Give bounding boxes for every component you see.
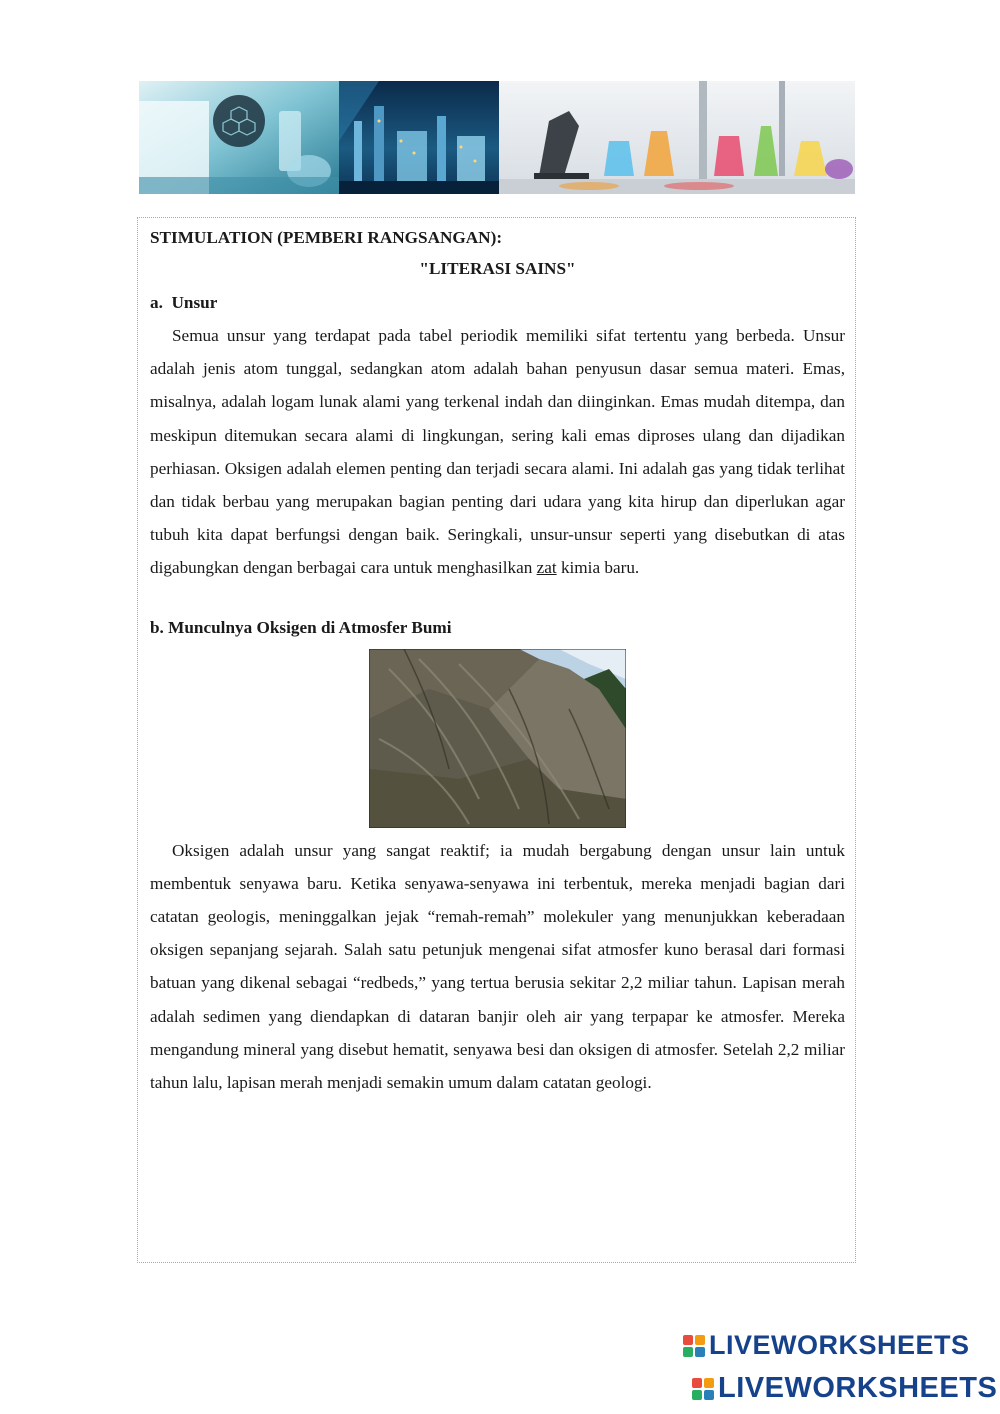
section-a-text: Semua unsur yang terdapat pada tabel periodik memiliki sifat tertentu yang berbeda. Unsur adalah jenis atom tunggal, sedangkan atom adalah bahan penyusun dasar semua materi. Emas, misalnya, adalah logam lunak alami yang terkenal indah dan diinginkan. Emas mudah ditempa, dan meskipun ditemukan secara alami di lingkungan, sering kali emas diproses ulang dan dijadikan perhiasan. Oksigen adalah elemen penting dan terjadi secara alami. Ini adalah gas yang tidak terlihat dan tidak berbau yang merupakan bagian penting dari udara yang kita hirup dan diperlukan agar tubuh kita dapat berfungsi dengan baik. Seringkali, unsur-unsur seperti yang disebutkan di atas digabungkan dengan berbagai cara untuk menghasilkan — [150, 326, 845, 578]
logo-letter-l — [692, 1378, 702, 1388]
section-a-text-end: kimia baru. — [560, 558, 640, 578]
logo-letter-i — [695, 1335, 705, 1345]
underlined-word-zat: zat — [536, 558, 557, 578]
banner-panel-glassware — [499, 81, 855, 194]
liveworksheets-logo-icon — [683, 1335, 705, 1357]
logo-letter-i — [704, 1378, 714, 1388]
section-b-heading: b. Munculnya Oksigen di Atmosfer Bumi — [150, 617, 452, 637]
liveworksheets-watermark-secondary — [692, 1372, 997, 1405]
worksheet-content — [150, 226, 845, 1099]
logo-letter-e — [695, 1347, 705, 1357]
section-a-heading: a. Unsur — [150, 293, 218, 312]
section-b-paragraph: Oksigen adalah unsur yang sangat reaktif; ia mudah bergabung dengan unsur lain untuk membentuk senyawa baru. Ketika senyawa-senyawa ini terbentuk, mereka menjadi bagian dari catatan geologis, meninggalkan jejak “remah-remah” molekuler yang menunjukkan keberadaan oksigen sepanjang sejarah. Salah satu petunjuk mengenai sifat atmosfer kuno berasal dari formasi batuan yang dikenal sebagai “redbeds,” yang tertua berusia sekitar 2,2 miliar tahun. Lapisan merah adalah sedimen yang diendapkan di dataran banjir oleh air yang terpapar ke atmosfer. Mereka mengandung mineral yang disebut hematit, senyawa besi dan oksigen di atmosfer. Setelah 2,2 miliar tahun lalu, lapisan merah menjadi semakin umum dalam catatan geologi. — [150, 840, 845, 1093]
logo-letter-e — [704, 1390, 714, 1400]
watermark-text: LIVEWORKSHEETS — [709, 1330, 970, 1360]
section-a-paragraph — [150, 319, 845, 585]
watermark-text: LIVEWORKSHEETS — [718, 1372, 998, 1404]
rock-formation-image — [369, 649, 626, 828]
logo-letter-l — [683, 1335, 693, 1345]
banner-image — [139, 81, 855, 194]
header-banner — [139, 81, 855, 194]
banner-panel-plant — [339, 81, 499, 194]
logo-letter-v — [683, 1347, 693, 1357]
rock-photo — [369, 649, 626, 828]
page-title: "LITERASI SAINS" — [419, 259, 576, 278]
stimulation-heading: STIMULATION (PEMBERI RANGSANGAN): — [150, 228, 503, 247]
liveworksheets-watermark — [683, 1330, 970, 1361]
banner-panel-lab — [139, 81, 339, 194]
logo-letter-v — [692, 1390, 702, 1400]
liveworksheets-logo-icon — [692, 1378, 714, 1400]
